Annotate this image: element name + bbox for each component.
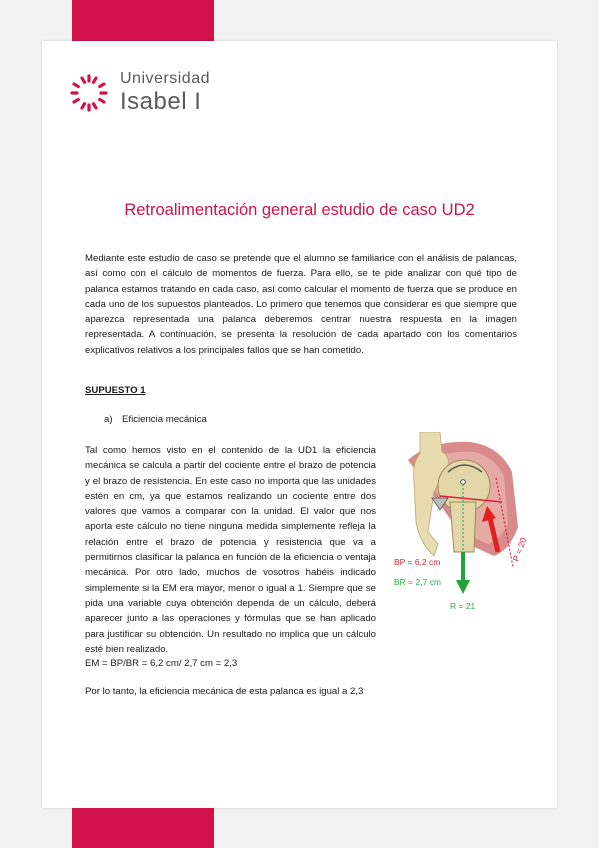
- logo-emblem-icon: [68, 72, 110, 114]
- shoulder-lever-figure: [390, 432, 530, 617]
- subsection-letter: a): [104, 414, 113, 425]
- bottom-brand-bar: [72, 808, 214, 848]
- university-logo: [68, 70, 210, 115]
- logo-line-universidad: Universidad: [120, 70, 210, 87]
- r-label: R = 21: [450, 601, 476, 611]
- resistance-arrow-icon: [456, 580, 470, 594]
- section-heading: SUPUESTO 1: [85, 385, 146, 396]
- p-label: P = 20: [510, 536, 529, 563]
- subsection-heading: [104, 414, 207, 425]
- conclusion-line: Por lo tanto, la eficiencia mecánica de esta palanca es igual a 2,3: [85, 686, 364, 697]
- top-brand-bar: [72, 0, 214, 41]
- formula-line: EM = BP/BR = 6,2 cm/ 2,7 cm = 2,3: [85, 658, 238, 669]
- logo-line-isabel: Isabel I: [120, 88, 202, 115]
- br-label: BR = 2,7 cm: [394, 577, 442, 587]
- document-title: Retroalimentación general estudio de caso UD2: [124, 201, 475, 219]
- intro-paragraph: Mediante este estudio de caso se pretende que el alumno se familiarice con el análisis de palancas, así como con el cálculo de momentos de fuerza. Para ello, se te pide analizar con qué tipo de palanca estamos tratando en cada caso, así como calcular el momento de fuerza que se produce en cada uno de los supuestos planteados. Lo primero que tenemos que considerar es que siempre que aparezca representada una palanca deberemos centrar nuestra respuesta en la imagen representada. A continuación, se presenta la resolución de cada apartado con los comentarios explicativos relativos a los principales fallos que se han cometido.: [85, 253, 517, 356]
- subsection-title: Eficiencia mecánica: [122, 414, 207, 425]
- bp-label: BP = 6,2 cm: [394, 557, 441, 567]
- body-paragraph: Tal como hemos visto en el contenido de la UD1 la eficiencia mecánica se calcula a partir del cociente entre el brazo de potencia y el brazo de resistencia. En este caso no importa que las unidades estén en cm, ya que estamos realizando un cociente entre dos valores que vamos a comparar con la unidad. El valor que nos aporta este cálculo no tiene ninguna medida simplemente refleja la relación entre el brazo de potencia y resistencia que va a permitirnos clasificar la palanca en función de la eficiencia o ventaja mecánica. Por otro lado, muchos de vosotros habéis indicado simplemente si la EM era mayor, menor o igual a 1. Siempre que se pida una variable cuya obtención dependa de un cálculo, deberá aparecer junto a las operaciones y fórmulas que se han aplicado para justificar su obtención. Un resultado no implica que un cálculo esté bien realizado.: [85, 445, 376, 655]
